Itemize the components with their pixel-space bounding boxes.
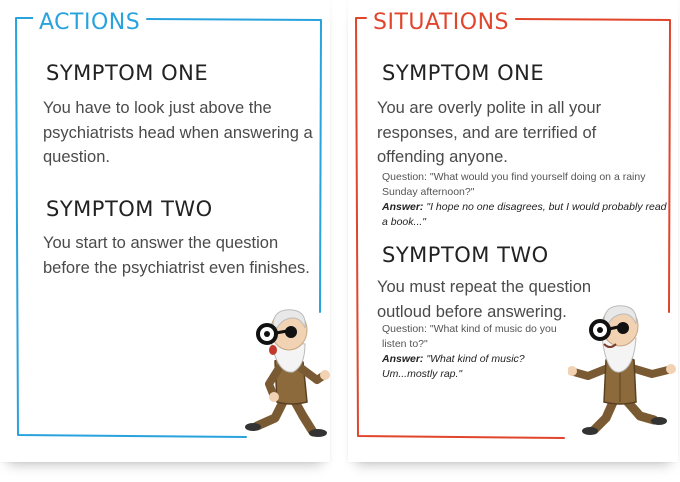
dancing-psychiatrist-icon bbox=[568, 302, 678, 437]
situations-symptom-two-question: Question: "What kind of music do you listen to?" bbox=[382, 323, 557, 350]
running-psychiatrist-icon bbox=[243, 306, 343, 441]
situations-symptom-one-answer bbox=[382, 200, 667, 230]
actions-symptom-two-text: You start to answer the question before the psychiatrist even finishes. bbox=[43, 234, 310, 277]
actions-title: ACTIONS bbox=[33, 10, 146, 35]
situations-title: SITUATIONS bbox=[367, 10, 515, 35]
situations-symptom-one-question: Question: "What would you find yourself doing on a rainy Sunday afternoon?" bbox=[382, 171, 646, 198]
situations-symptom-one-heading: SYMPTOM ONE bbox=[382, 61, 545, 85]
situations-card bbox=[348, 0, 678, 462]
answer-label: Answer: bbox=[382, 201, 424, 213]
actions-symptom-one-text: You have to look just above the psychiatrists head when answering a question. bbox=[43, 99, 313, 166]
answer-label: Answer: bbox=[382, 353, 424, 365]
situations-symptom-two-answer bbox=[382, 352, 582, 382]
answer-text: "I hope no one disagrees, but I would probably read a book..." bbox=[382, 201, 667, 228]
situations-symptom-one-text: You are overly polite in all your responses, and are terrified of offending anyone. bbox=[377, 99, 602, 166]
situations-symptom-two-heading: SYMPTOM TWO bbox=[382, 243, 549, 267]
situations-symptom-two-example bbox=[382, 322, 582, 382]
answer-text: "What kind of music? Um...mostly rap." bbox=[382, 353, 525, 380]
actions-symptom-two-heading: SYMPTOM TWO bbox=[46, 197, 213, 221]
actions-card bbox=[0, 0, 330, 462]
situations-symptom-one-example bbox=[382, 170, 667, 230]
situations-symptom-two-text: You must repeat the question outloud before answering. bbox=[377, 278, 592, 321]
actions-symptom-one-heading: SYMPTOM ONE bbox=[46, 61, 209, 85]
